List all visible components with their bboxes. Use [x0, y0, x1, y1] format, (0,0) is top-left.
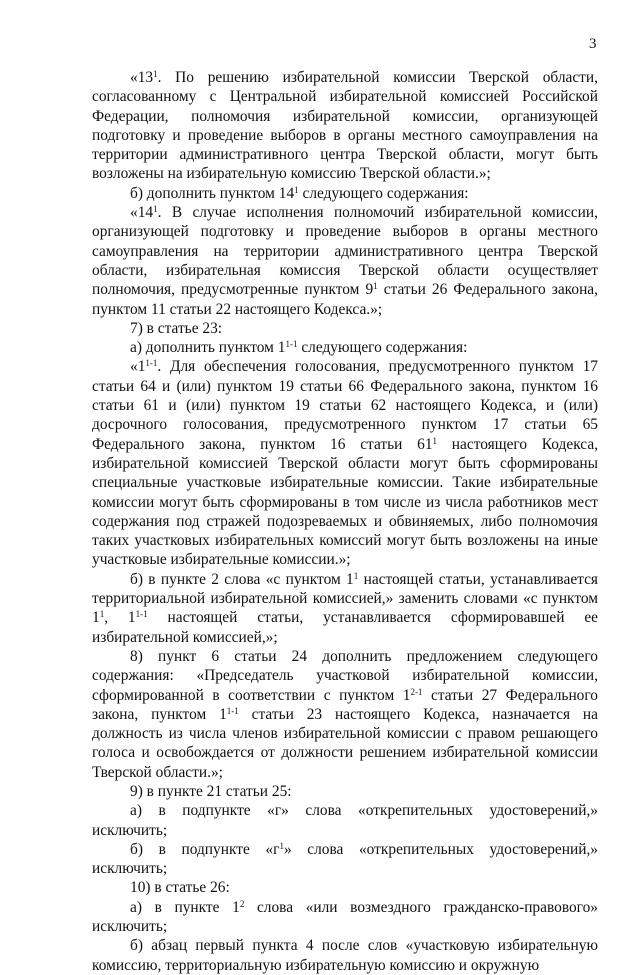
text-run: следующего содержания: [297, 339, 468, 357]
text-run: б) в подпункте «г [130, 840, 280, 858]
text-run: настоящей статьи, устанавливается сформировавшей ее избирательной комиссией,»; [92, 609, 599, 646]
text-run: 10) в статье 26: [130, 879, 230, 897]
text-run: б) абзац первый пункта 4 после слов «участковую избирательную комиссию, территориальную избирательную комиссию и окружную [92, 937, 598, 974]
superscript-index: 1 [99, 609, 105, 620]
paragraph [92, 203, 598, 319]
paragraph [92, 68, 598, 184]
paragraph [92, 647, 598, 782]
text-run: . Для обеспечения голосования, предусмотренного пунктом 17 статьи 64 и (или) пунктом 19 статьи 66 Федерального закона, пунктом 16 статьи 61 и (или) пунктом 19 статьи 62 настоящего Кодекса, и (или) досрочного голосования, предусмотренного пунктом 17 статьи 65 Федерального закона, пунктом 16 статьи 61 [92, 358, 598, 453]
text-run: б) в пункте 2 слова «с пунктом 1 [130, 570, 354, 588]
text-run: «13 [130, 69, 154, 86]
text-run: настоящей статьи, устанавливается территориальной избирательной комиссией,» заменить словами «с пунктом 1 [92, 570, 598, 627]
superscript-index: 2 [239, 898, 245, 909]
text-run: б) дополнить пунктом 14 [130, 184, 295, 202]
paragraph [92, 184, 598, 203]
superscript-index: 1 [353, 570, 359, 581]
paragraph [92, 840, 598, 879]
superscript-index: 1-1 [135, 609, 148, 620]
text-run: 7) в статье 23: [130, 319, 223, 337]
paragraph [92, 338, 598, 357]
text-run: а) в подпункте «г» слова «открепительных удостоверений,» исключить; [92, 802, 598, 839]
superscript-index: 1 [153, 204, 158, 215]
superscript-index: 1 [153, 69, 158, 79]
text-run: «1 [130, 358, 146, 376]
paragraph [92, 936, 598, 975]
text-run: статьи 26 Федерального закона, пунктом 11 статьи 22 настоящего Кодекса.»; [92, 281, 598, 318]
text-run: статьи 27 Федерального закона, пунктом 1 [92, 686, 598, 723]
text-run: слова «или возмездного гражданско-правового» исключить; [92, 898, 598, 936]
superscript-index: 2-1 [410, 686, 423, 697]
superscript-index: 1-1 [285, 339, 298, 350]
text-run: . В случае исполнения полномочий избирательной комиссии, организующей подготовку и проведение выборов в органы местного самоуправления на территории административного центра Тверской области, избирательная комиссия Тверской области осуществляет полномочия, предусмотренные пунктом 9 [92, 204, 598, 299]
superscript-index: 1-1 [145, 358, 158, 369]
superscript-index: 1 [294, 184, 299, 195]
text-run: следующего содержания: [298, 184, 469, 202]
paragraph [92, 878, 598, 897]
paragraph [92, 782, 598, 801]
paragraph [92, 570, 598, 647]
text-run: . По решению избирательной комиссии Тверской области, согласованному с Центральной избирательной комиссией Российской Федерации, полномочия избирательной комиссии, организующей подготовку и проведение выборов в органы местного самоуправления на территории административного центра Тверской области, могут быть возложены на избирательную комиссию Тверской области.»; [92, 69, 598, 183]
text-run: , 1 [104, 609, 136, 627]
superscript-index: 1-1 [226, 705, 239, 716]
superscript-index: 1 [432, 435, 438, 446]
text-run: «14 [130, 204, 154, 222]
text-run: а) дополнить пунктом 1 [130, 339, 286, 357]
text-run: 8) пункт 6 статьи 24 дополнить предложением следующего содержания: «Председатель участковой избирательной комиссии, сформированной в соответствии с пунктом 1 [92, 647, 598, 704]
text-run: 9) в пункте 21 статьи 25: [130, 782, 292, 800]
superscript-index: 1 [373, 281, 378, 292]
text-run: а) в пункте 1 [130, 898, 240, 916]
paragraph [92, 357, 598, 569]
paragraph [92, 801, 598, 840]
paragraph [92, 898, 598, 937]
text-run: настоящего Кодекса, избирательной комиссией Тверской области могут быть сформированы специальные участковые избирательные комиссии. Такие избирательные комиссии могут быть сформированы в том числе из числа работников мест содержания под стражей подозреваемых и обвиняемых, либо полномочия таких участковых избирательных комиссий могут быть возложены на иные участковые избирательные комиссии.»; [92, 435, 599, 569]
paragraph [92, 319, 598, 338]
document-body [92, 68, 598, 975]
text-run: » слова «открепительных удостоверений,» исключить; [92, 840, 599, 878]
text-run: статьи 23 настоящего Кодекса, назначается на должность из числа членов избирательной комиссии с правом решающего голоса и освобождается от должности решением избирательной комиссии Тверской области.»; [92, 705, 598, 781]
superscript-index: 1 [279, 840, 284, 851]
page-number: 3 [589, 36, 597, 52]
